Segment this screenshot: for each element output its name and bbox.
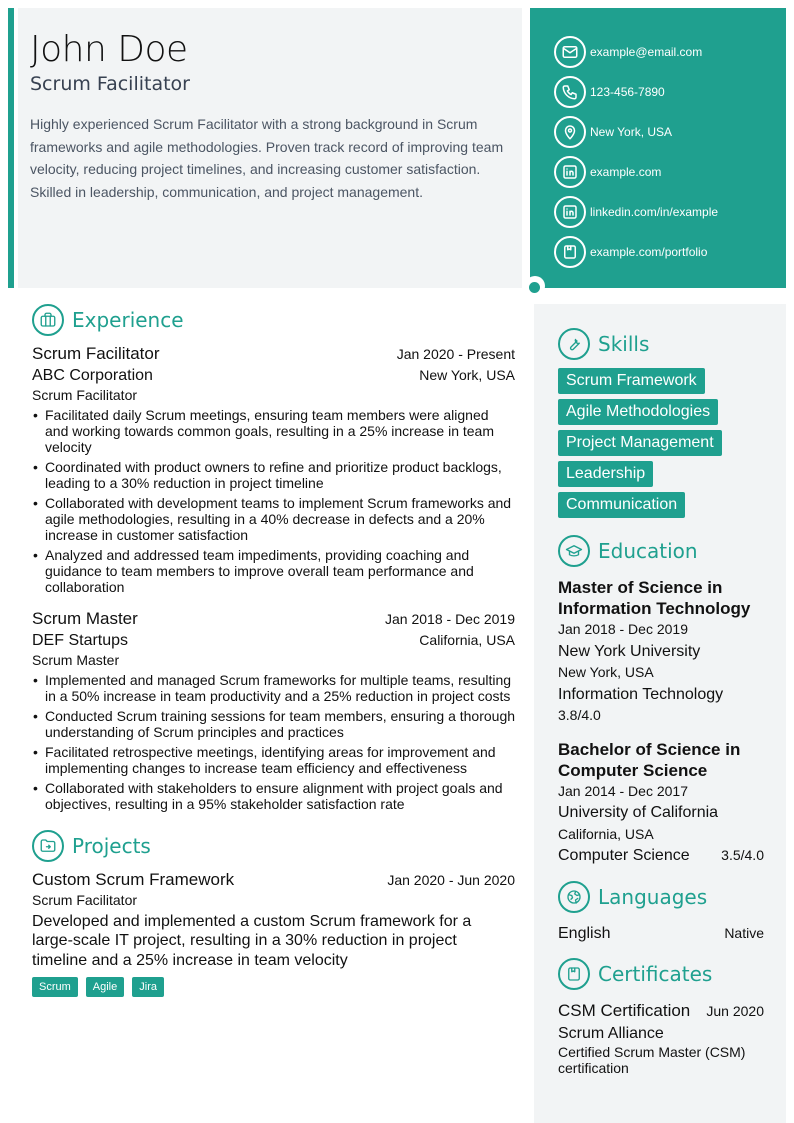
skill-badge: Leadership xyxy=(558,461,653,487)
job-bullets xyxy=(32,407,515,595)
candidate-name: John Doe xyxy=(30,29,188,70)
languages-title: Languages xyxy=(598,884,708,909)
contact-phone[interactable] xyxy=(554,72,786,112)
bullet-item: • Analyzed and addressed team impediments, providing coaching and guidance to team members to improve overall team performance and collaboration xyxy=(32,547,515,595)
projects-title: Projects xyxy=(72,834,151,858)
wrench-icon xyxy=(558,328,590,360)
phone-icon xyxy=(554,76,586,108)
education-dates: Jan 2018 - Dec 2019 xyxy=(558,621,688,637)
job-entry xyxy=(32,609,515,812)
linkedin-icon xyxy=(554,156,586,188)
education-entry xyxy=(558,577,764,727)
skills-title: Skills xyxy=(598,332,650,356)
portfolio-icon xyxy=(554,236,586,268)
experience-heading xyxy=(32,304,515,336)
main-column xyxy=(32,304,515,997)
job-company: DEF Startups xyxy=(32,632,129,649)
skill-badge: Project Management xyxy=(558,430,722,456)
job-location: California, USA xyxy=(419,632,515,648)
skill-badge: Scrum Framework xyxy=(558,368,705,394)
contact-website[interactable] xyxy=(554,152,786,192)
bullet-item: • Collaborated with development teams to implement Scrum frameworks and agile methodologies, resulting in a 40% decrease in defects and a 20% increase in customer satisfaction xyxy=(32,495,515,543)
resume-header xyxy=(18,8,522,288)
folder-icon xyxy=(32,830,64,862)
mail-icon xyxy=(554,36,586,68)
bullet-item: • Facilitated daily Scrum meetings, ensuring team members were aligned and working towards common goals, resulting in a 25% increase in team velocity xyxy=(32,407,515,455)
degree-name: Master of Science in Information Technology xyxy=(558,578,751,618)
tag-badge: Scrum xyxy=(32,977,78,997)
portfolio-text: example.com/portfolio xyxy=(590,245,708,259)
bullet-item: • Collaborated with stakeholders to ensure alignment with project goals and objectives, resulting in a 95% stakeholder satisfaction rate xyxy=(32,780,515,812)
project-dates: Jan 2020 - Jun 2020 xyxy=(387,872,515,888)
gpa: 3.5/4.0 xyxy=(721,847,764,863)
location-text: New York, USA xyxy=(590,125,673,139)
certificates-title: Certificates xyxy=(598,962,713,986)
accent-bar xyxy=(8,8,14,288)
education-title: Education xyxy=(598,539,698,563)
linkedin-icon xyxy=(554,196,586,228)
bullet-item: • Coordinated with product owners to refine and prioritize product backlogs, leading to a 30% reduction in project timeline xyxy=(32,459,515,491)
job-company: ABC Corporation xyxy=(32,367,153,384)
bullet-item: • Conducted Scrum training sessions for team members, ensuring a thorough understanding of Scrum principles and practices xyxy=(32,708,515,740)
job-title: Scrum Master xyxy=(32,609,138,628)
job-entry xyxy=(32,344,515,595)
contact-email[interactable] xyxy=(554,32,786,72)
skill-badge: Communication xyxy=(558,492,685,518)
graduation-cap-icon xyxy=(558,535,590,567)
certificate-issuer: Scrum Alliance xyxy=(558,1024,664,1042)
summary-text: Highly experienced Scrum Facilitator with a strong background in Scrum frameworks and agile methodologies. Proven track record of improving team velocity, reducing project timelines, and increasing customer satisfaction. Skilled in leadership, communication, and project management. xyxy=(30,116,504,200)
education-dates: Jan 2014 - Dec 2017 xyxy=(558,782,688,799)
language-row xyxy=(558,923,764,945)
job-location: New York, USA xyxy=(419,367,515,383)
education-entry xyxy=(558,739,764,867)
school-name: University of California xyxy=(558,804,719,821)
field-of-study: Information Technology xyxy=(558,685,724,703)
certificate-icon xyxy=(558,958,590,990)
project-title: Custom Scrum Framework xyxy=(32,870,235,889)
contact-panel xyxy=(530,8,786,288)
education-heading xyxy=(558,535,764,567)
school-name: New York University xyxy=(558,642,701,660)
briefcase-icon xyxy=(32,304,64,336)
certificate-date: Jun 2020 xyxy=(706,1003,764,1019)
project-entry xyxy=(32,870,515,997)
certificates-heading xyxy=(558,958,764,990)
phone-text: 123-456-7890 xyxy=(590,85,665,99)
certificate-description: Certified Scrum Master (CSM) certification xyxy=(558,1044,746,1076)
tag-badge: Jira xyxy=(132,977,164,997)
skills-list xyxy=(558,368,764,523)
job-title: Scrum Facilitator xyxy=(32,344,160,363)
globe-icon xyxy=(558,881,590,913)
language-level: Native xyxy=(724,924,764,941)
map-pin-icon xyxy=(554,116,586,148)
contact-location xyxy=(554,112,786,152)
skill-badge: Agile Methodologies xyxy=(558,399,718,425)
experience-title: Experience xyxy=(72,308,184,332)
projects-heading xyxy=(32,830,515,862)
job-dates: Jan 2018 - Dec 2019 xyxy=(385,611,515,627)
field-of-study: Computer Science xyxy=(558,847,690,864)
project-description: Developed and implemented a custom Scrum framework for a large-scale IT project, resulting in a 30% reduction in project timeline and a 25% increase in team velocity xyxy=(32,913,472,969)
degree-name: Bachelor of Science in Computer Science xyxy=(558,739,741,780)
linkedin-text: linkedin.com/in/example xyxy=(590,205,719,219)
job-dates: Jan 2020 - Present xyxy=(396,346,515,362)
gpa: 3.8/4.0 xyxy=(558,707,601,723)
bullet-item: • Facilitated retrospective meetings, identifying areas for improvement and implementing changes to increase team efficiency and effectiveness xyxy=(32,744,515,776)
job-role: Scrum Facilitator xyxy=(32,387,138,403)
side-column xyxy=(558,328,764,1076)
school-location: California, USA xyxy=(558,825,654,842)
job-bullets xyxy=(32,672,515,812)
certificate-name: CSM Certification xyxy=(558,1001,691,1020)
contact-portfolio[interactable] xyxy=(554,232,786,272)
project-role: Scrum Facilitator xyxy=(32,892,138,908)
candidate-title: Scrum Facilitator xyxy=(30,73,190,95)
languages-heading xyxy=(558,881,764,913)
notch-dot xyxy=(529,282,540,293)
language-name: English xyxy=(558,924,611,942)
skills-heading xyxy=(558,328,764,360)
project-tags xyxy=(32,977,515,997)
website-text: example.com xyxy=(590,165,662,179)
contact-linkedin[interactable] xyxy=(554,192,786,232)
certificate-entry xyxy=(558,1000,764,1076)
school-location: New York, USA xyxy=(558,664,654,680)
email-text: example@email.com xyxy=(590,45,703,59)
bullet-item: • Implemented and managed Scrum frameworks for multiple teams, resulting in a 50% increase in team productivity and a 25% reduction in project costs xyxy=(32,672,515,704)
job-role: Scrum Master xyxy=(32,652,120,668)
tag-badge: Agile xyxy=(86,977,124,997)
